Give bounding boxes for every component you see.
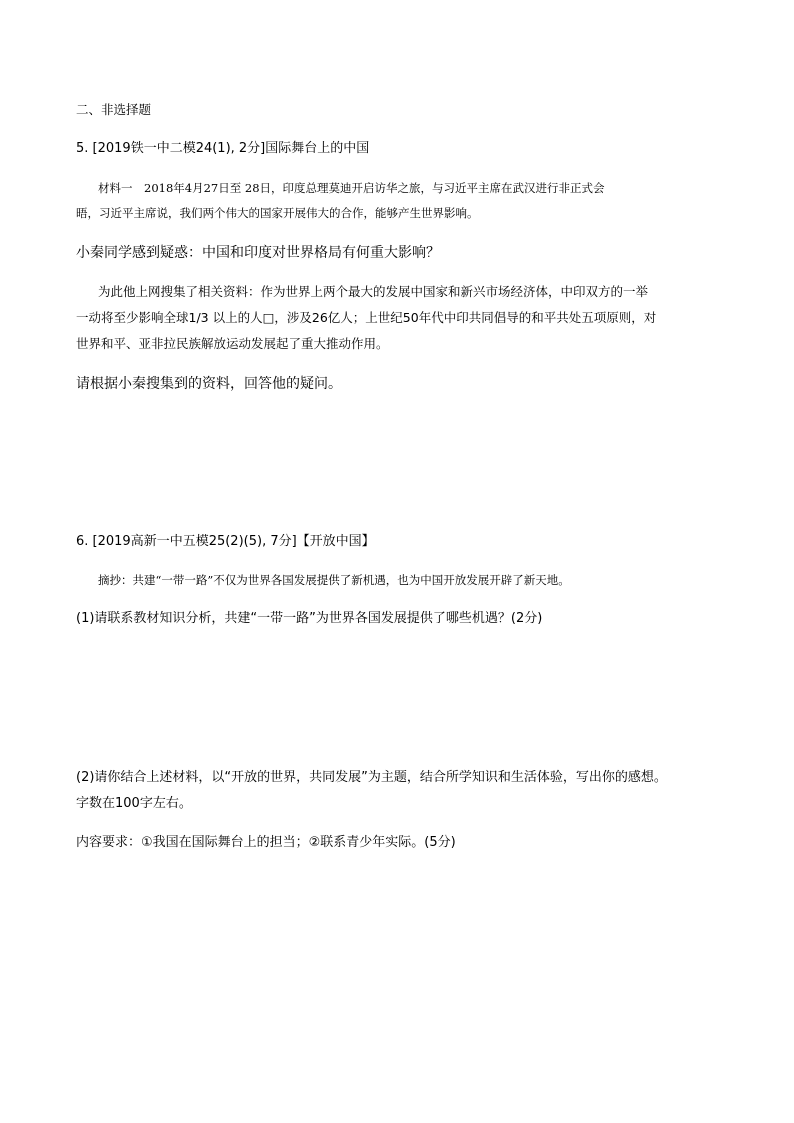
question-5-doubt: 小秦同学感到疑惑：中国和印度对世界格局有何重大影响？ (76, 245, 440, 261)
question-6-subquestion-2-line-1: (2)请你结合上述材料，以“开放的世界，共同发展”为主题，结合所学知识和生活体验，写出你的感想。 (76, 770, 667, 785)
question-6-subquestion-1: (1)请联系教材知识分析，共建“一带一路”为世界各国发展提供了哪些机遇？(2分) (76, 611, 543, 626)
question-6-subquestion-2-line-2: 字数在100字左右。 (76, 796, 192, 811)
question-5-material-line-1: 材料一 2018年4月27日至 28日，印度总理莫迪开启访华之旅，与习近平主席在武汉进行非正式会 (98, 181, 605, 195)
question-5-prompt: 请根据小秦搜集到的资料，回答他的疑问。 (76, 376, 342, 392)
question-5-search-line-1: 为此他上网搜集了相关资料：作为世界上两个最大的发展中国家和新兴市场经济体，中印双方的一举 (98, 284, 649, 299)
question-5-search-line-3: 世界和平、亚非拉民族解放运动发展起了重大推动作用。 (76, 336, 389, 351)
question-5-search-line-2: 一动将至少影响全球1/3 以上的人□，涉及26亿人；上世纪50年代中印共同倡导的和平共处五项原则，对 (76, 310, 657, 325)
question-6-title: 6. [2019高新一中五模25(2)(5), 7分]【开放中国】 (76, 534, 375, 549)
question-5-title: 5. [2019铁一中二模24(1), 2分]国际舞台上的中国 (76, 141, 370, 156)
question-5-material-line-2: 晤，习近平主席说，我们两个伟大的国家开展伟大的合作，能够产生世界影响。 (76, 206, 479, 220)
question-6-requirement: 内容要求：①我国在国际舞台上的担当；②联系青少年实际。(5分) (76, 835, 456, 850)
question-6-excerpt: 摘抄：共建“一带一路”不仅为世界各国发展提供了新机遇，也为中国开放发展开辟了新天地。 (98, 573, 570, 587)
section-heading: 二、非选择题 (76, 102, 152, 117)
